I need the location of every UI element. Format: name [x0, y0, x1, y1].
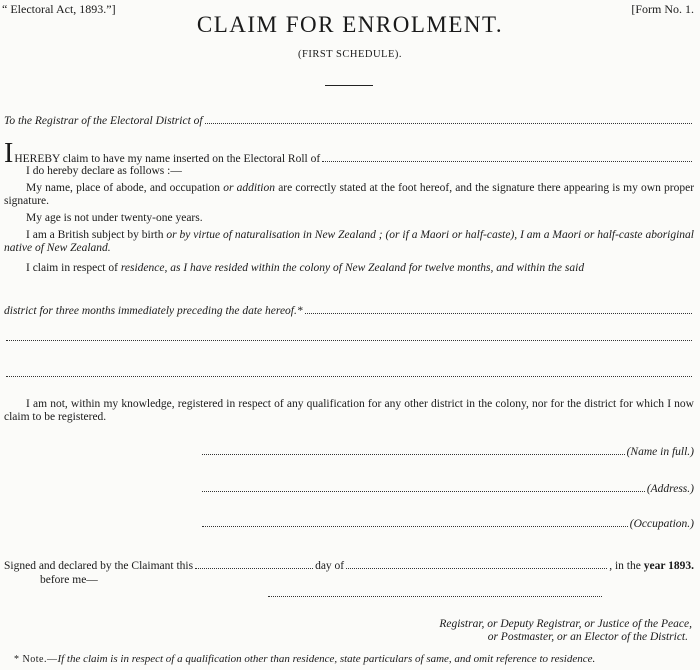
district-months-line: [4, 305, 694, 318]
name-in-full-label: (Name in full.): [626, 446, 694, 458]
name-in-full-line: [200, 446, 694, 459]
claim-text: HEREBY claim to have my name inserted on the Electoral Roll of: [14, 153, 321, 165]
year-prefix: , in the: [609, 560, 641, 572]
british-text-a: I am a British subject by birth: [26, 229, 164, 241]
signed-line: [4, 560, 694, 573]
registrar-signature-line: [266, 596, 604, 600]
name-place-text-a: My name, place of abode, and occupation: [26, 182, 221, 194]
district-months-blank[interactable]: [305, 313, 692, 314]
age-text: My age is not under twenty-one years.: [26, 212, 203, 224]
claim-respect-paragraph: [4, 262, 694, 275]
occupation-blank[interactable]: [202, 526, 628, 527]
signed-text: Signed and declared by the Claimant this: [4, 560, 194, 572]
title-divider: [325, 85, 373, 86]
claim-respect-text-a: I claim in respect of: [26, 262, 118, 274]
registrar-title-1: Registrar, or Deputy Registrar, or Justice of the Peace,: [439, 618, 692, 630]
qualification-blank-1[interactable]: [6, 340, 692, 341]
name-place-paragraph: [4, 182, 694, 208]
registrar-title-2: or Postmaster, or an Elector of the District.: [487, 631, 688, 643]
form-number: [Form No. 1.: [631, 2, 694, 16]
footnote-text: If the claim is in respect of a qualification other than residence, state particulars of same, and omit reference to residence.: [57, 653, 596, 665]
footnote-label: * Note.—: [14, 654, 58, 665]
act-reference: “ Electoral Act, 1893.”]: [2, 2, 116, 16]
footnote: [14, 653, 595, 665]
address-label: (Address.): [646, 483, 694, 495]
registrar-district-label: To the Registrar of the Electoral District of: [4, 115, 203, 127]
year-text: year 1893.: [643, 560, 694, 572]
month-blank[interactable]: [346, 568, 607, 569]
page-title: CLAIM FOR ENROLMENT.: [196, 12, 504, 37]
not-registered-paragraph: I am not, within my knowledge, registered in respect of any qualification for any other district in the colony, nor for the district for which I now claim to be registered.: [4, 398, 694, 423]
qualification-blank-2[interactable]: [6, 376, 692, 377]
name-blank[interactable]: [202, 454, 625, 455]
day-blank[interactable]: [195, 568, 313, 569]
address-line: [200, 483, 694, 496]
district-blank[interactable]: [205, 123, 692, 124]
occupation-line: [200, 518, 694, 531]
blank-line-2: [4, 376, 694, 380]
british-paragraph: [4, 229, 694, 255]
day-of-text: day of: [315, 560, 345, 572]
name-place-text-b: or addition: [223, 182, 275, 194]
before-me-text: before me—: [40, 574, 98, 586]
declare-text: I do hereby declare as follows :—: [26, 165, 182, 177]
registrar-district-line: [4, 115, 694, 128]
address-blank[interactable]: [202, 491, 645, 492]
blank-line-1: [4, 340, 694, 344]
claim-line: [4, 138, 694, 169]
claim-respect-text-b: residence, as I have resided within the colony of New Zealand for twelve months, and within the said: [120, 262, 585, 274]
claim-initial: I: [4, 138, 14, 169]
district-months-text: district for three months immediately preceding the date hereof.*: [4, 305, 303, 317]
occupation-label: (Occupation.): [629, 518, 694, 530]
electoral-roll-blank[interactable]: [322, 161, 692, 162]
registrar-signature-blank[interactable]: [268, 596, 602, 597]
name-place-text-c: are correctly stated at the foot hereof, and the signature there appearing is my own proper signature.: [4, 182, 695, 207]
page-subtitle: (FIRST SCHEDULE).: [298, 49, 402, 60]
british-text-b: or by virtue of naturalisation in New Zealand ; (or if a Maori or half-caste), I am a Maori or half-caste aboriginal native of New Zealand.: [4, 229, 695, 254]
